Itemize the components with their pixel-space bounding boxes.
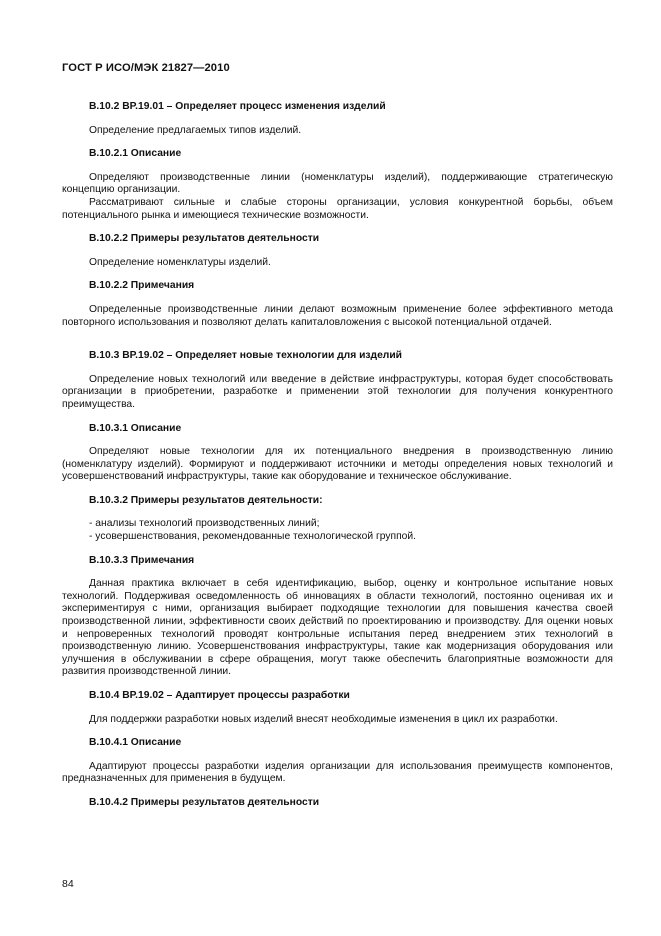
document-body: [62, 101, 613, 821]
section-b-10-4: [62, 690, 613, 726]
paragraph: Адаптируют процессы разработки изделия организации для использования преимуществ компонентов, предназначенных для применения в будущем.: [62, 760, 613, 785]
section-b-10-3-2: [62, 495, 613, 544]
section-heading: B.10.3.2 Примеры результатов деятельности:: [89, 494, 323, 506]
section-heading: B.10.4 BP.19.02 – Адаптирует процессы разработки: [89, 690, 350, 701]
section-b-10-2: [62, 101, 613, 137]
list-item: - усовершенствования, рекомендованные технологической группой.: [89, 531, 417, 543]
paragraph: Рассматривают сильные и слабые стороны организации, условия конкурентной борьбы, объем потенциального рынка и имеющиеся технические возможности.: [62, 196, 613, 221]
list-item: - анализы технологий производственных линий;: [89, 518, 320, 530]
section-b-10-2-2-examples: [62, 233, 613, 269]
spacer: [62, 340, 613, 350]
paragraph: Определение новых технологий или введение в действие инфраструктуры, которая будет способствовать организации в приобретении, разработке и применении этой технологии для получения конкурентного преимущества.: [62, 373, 613, 410]
paragraph: Определяют новые технологии для их потенциального внедрения в производственную линию (номенклатуру изделий). Формируют и поддерживают источники и методы определения новых технологий и усовершенствований инфраструктуры, такие как оборудование и техническое обслуживание.: [62, 446, 613, 483]
section-heading: B.10.3.3 Примечания: [89, 554, 195, 566]
section-b-10-2-1: [62, 148, 613, 222]
section-heading: B.10.3 BP.19.02 – Определяет новые технологии для изделий: [89, 350, 402, 362]
section-heading: B.10.2.2 Примеры результатов деятельности: [89, 233, 320, 245]
paragraph: Определенные производственные линии делают возможным применение более эффективного метода повторного использования и позволяют делать капиталовложения с высокой потенциальной отдачей.: [62, 303, 613, 328]
paragraph: Определяют производственные линии (номенклатуры изделий), поддерживающие стратегическую концепцию организации.: [62, 171, 613, 196]
section-heading: B.10.4.1 Описание: [89, 737, 182, 749]
section-b-10-3: [62, 350, 613, 411]
document-header: ГОСТ Р ИСО/МЭК 21827—2010: [62, 62, 230, 74]
paragraph: Определение номенклатуры изделий.: [89, 256, 271, 268]
section-b-10-4-2: [62, 797, 613, 810]
section-b-10-3-1: [62, 423, 613, 484]
section-b-10-4-1: [62, 737, 613, 786]
section-heading: B.10.3.1 Описание: [89, 422, 182, 434]
section-heading: B.10.4.2 Примеры результатов деятельности: [89, 796, 320, 808]
section-heading: B.10.2.2 Примечания: [89, 280, 195, 292]
section-heading: B.10.2.1 Описание: [89, 148, 182, 160]
section-b-10-3-3: [62, 555, 613, 679]
section-b-10-2-2-notes: [62, 280, 613, 329]
paragraph: Определение предлагаемых типов изделий.: [89, 124, 302, 136]
paragraph: Для поддержки разработки новых изделий внесят необходимые изменения в цикл их разработки.: [89, 713, 558, 725]
section-heading: B.10.2 BP.19.01 – Определяет процесс изменения изделий: [89, 101, 386, 112]
page-number: 84: [62, 878, 74, 890]
paragraph: Данная практика включает в себя идентификацию, выбор, оценку и контрольное испытание новых технологий. Поддерживая осведомленность об инновациях в области технологий, постоянно оценивая их и экспериментируя с ними, организация выбирает подходящие технологии для повышения качества своей производственной линии, эффективности своих действий по проектированию и производству. Для оценки новых и непроверенных технологий проводят контрольные испытания перед внедрением этих технологий в производственную линию. Усовершенствования инфраструктуры, такие как модернизация оборудования или улучшения в обслуживании в сфере обращения, могут также обеспечить благоприятные возможности для развития производственной линии.: [62, 578, 613, 678]
